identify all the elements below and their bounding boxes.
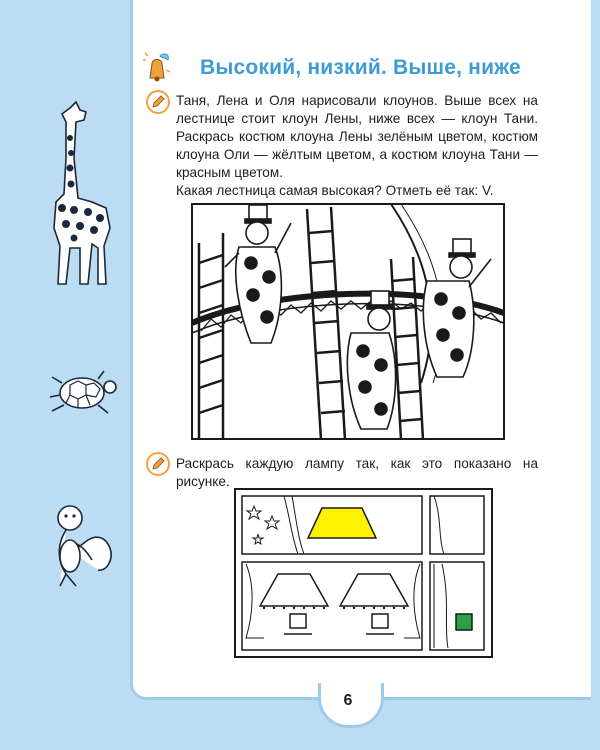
page-title: Высокий, низкий. Выше, ниже — [200, 56, 521, 79]
giraffe-illustration — [40, 98, 120, 288]
task-2-paragraph: Раскрась каждую лампу так, как это показано на рисунке. — [176, 456, 538, 489]
pencil-icon — [146, 90, 170, 114]
task-2-text — [176, 455, 538, 491]
page-number: 6 — [343, 692, 353, 709]
green-square-example — [456, 614, 472, 630]
circus-ladders-picture — [191, 203, 505, 440]
task-1-text — [176, 92, 538, 200]
lamps-picture — [234, 488, 493, 658]
task-1-paragraph: Таня, Лена и Оля нарисовали клоунов. Выше всех на лестнице стоит клоун Лены, ниже всех — клоун Тани. Раскрась костюм клоуна Лены зелёным цветом, костюм клоуна Оли — жёлтым цветом, а костюм клоуна Тани — красным цветом. — [176, 93, 538, 180]
task-1-question: Какая лестница самая высокая? Отметь её так: V. — [176, 183, 494, 198]
monkey-illustration — [46, 500, 126, 590]
pencil-icon — [146, 452, 170, 476]
turtle-illustration — [46, 365, 122, 421]
bell-icon — [142, 50, 172, 82]
